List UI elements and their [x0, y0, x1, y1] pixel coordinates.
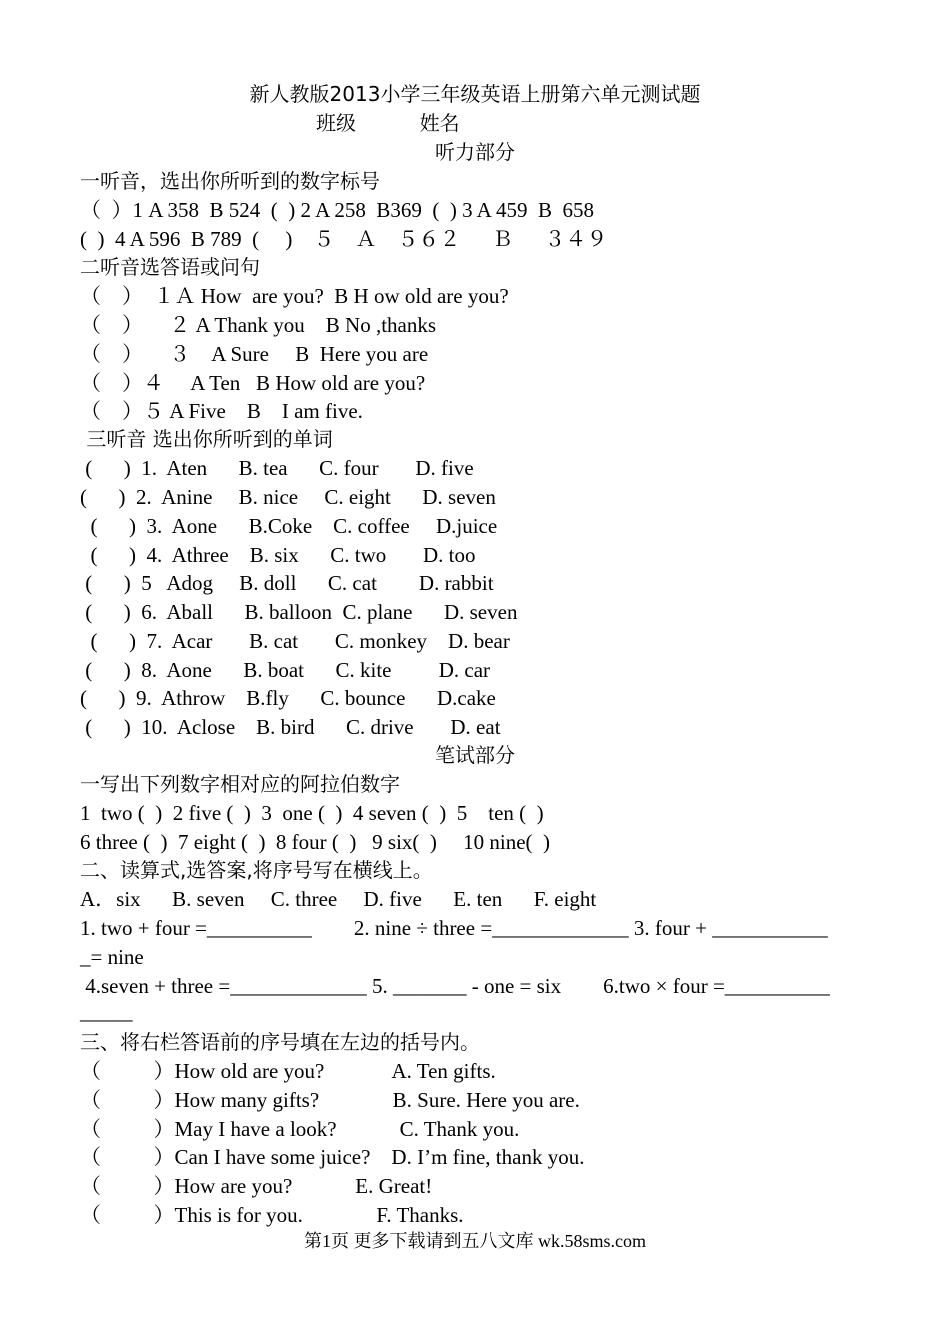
listening-part3-line: ( ) 2. Anine B. nice C. eight D. seven	[80, 485, 496, 509]
listening-part2-line: （ ）５ A Five B I am five.	[80, 399, 363, 423]
listening-part3-line: ( ) 7. Acar B. cat C. monkey D. bear	[80, 629, 510, 653]
writing-part2-line: _= nine	[80, 945, 144, 969]
writing-part2-line: _____	[80, 1000, 133, 1024]
writing-part3-line: （ ）Can I have some juice? D. I’m fine, thank you.	[80, 1145, 585, 1169]
listening-part3-line: ( ) 4. Athree B. six C. two D. too	[80, 543, 476, 567]
class-name-line: 班级 姓名	[316, 111, 460, 135]
listening-part3-line: ( ) 6. Aball B. balloon C. plane D. seven	[80, 600, 518, 624]
listening-part3-line: ( ) 3. Aone B.Coke C. coffee D.juice	[80, 514, 498, 538]
writing-part1-heading: 一写出下列数字相对应的阿拉伯数字	[80, 772, 400, 796]
listening-part3-line: ( ) 8. Aone B. boat C. kite D. car	[80, 658, 491, 682]
listening-part3-line: ( ) 5 Adog B. doll C. cat D. rabbit	[80, 571, 494, 595]
listening-section-title: 听力部分	[435, 140, 515, 164]
listening-part2-line: （ ） ２ A Thank you B No ,thanks	[80, 313, 437, 337]
listening-part2-line: （ ） １Ａ How are you? B H ow old are you?	[80, 284, 509, 308]
writing-part2-heading: 二、读算式,选答案,将序号写在横线上。	[80, 858, 433, 882]
document-title: 新人教版2013小学三年级英语上册第六单元测试题	[249, 82, 701, 106]
listening-part3-line: ( ) 1. Aten B. tea C. four D. five	[80, 456, 474, 480]
listening-part2-line: （ ）４ A Ten B How old are you?	[80, 371, 426, 395]
writing-part1-line: 1 two ( ) 2 five ( ) 3 one ( ) 4 seven ( ) 5 ten ( )	[80, 801, 544, 825]
listening-part2-line: （ ） ３ A Sure B Here you are	[80, 342, 429, 366]
writing-section-title: 笔试部分	[435, 743, 515, 767]
listening-part3-line: ( ) 9. Athrow B.fly C. bounce D.cake	[80, 686, 496, 710]
writing-part1-line: 6 three ( ) 7 eight ( ) 8 four ( ) 9 six( ) 10 nine( )	[80, 830, 551, 854]
writing-part3-heading: 三、将右栏答语前的序号填在左边的括号内。	[80, 1030, 480, 1054]
writing-part2-line: 1. two + four =__________ 2. nine ÷ three =_____________ 3. four + ___________	[80, 916, 828, 940]
writing-part3-line: （ ）How many gifts? B. Sure. Here you are.	[80, 1088, 580, 1112]
writing-part2-line: 4.seven + three =_____________ 5. _______ - one = six 6.two × four =__________	[80, 974, 830, 998]
writing-part3-line: （ ）How old are you? A. Ten gifts.	[80, 1059, 496, 1083]
listening-part3-heading: 三听音 选出你所听到的单词	[80, 427, 333, 451]
writing-part3-line: （ ）This is for you. F. Thanks.	[80, 1203, 464, 1227]
writing-part3-line: （ ）May I have a look? C. Thank you.	[80, 1117, 520, 1141]
listening-part1-heading: 一听音，选出你所听到的数字标号	[80, 169, 380, 193]
writing-part3-line: （ ）How are you? E. Great!	[80, 1174, 433, 1198]
listening-part3-line: ( ) 10. Aclose B. bird C. drive D. eat	[80, 715, 501, 739]
page-footer: 第1页 更多下载请到五八文库 wk.58sms.com	[304, 1231, 646, 1251]
listening-part2-heading: 二听音选答语或问句	[80, 255, 260, 279]
writing-part2-options: A．six B. seven C. three D. five E. ten F. eight	[80, 887, 597, 911]
listening-part1-line: ( ) 4 A 596 B 789 ( ) ５ Ａ ５６２ Ｂ ３４９	[80, 227, 608, 251]
listening-part1-line: （ ）1 A 358 B 524 ( ) 2 A 258 B369 ( ) 3 A 459 B 658	[80, 198, 594, 222]
